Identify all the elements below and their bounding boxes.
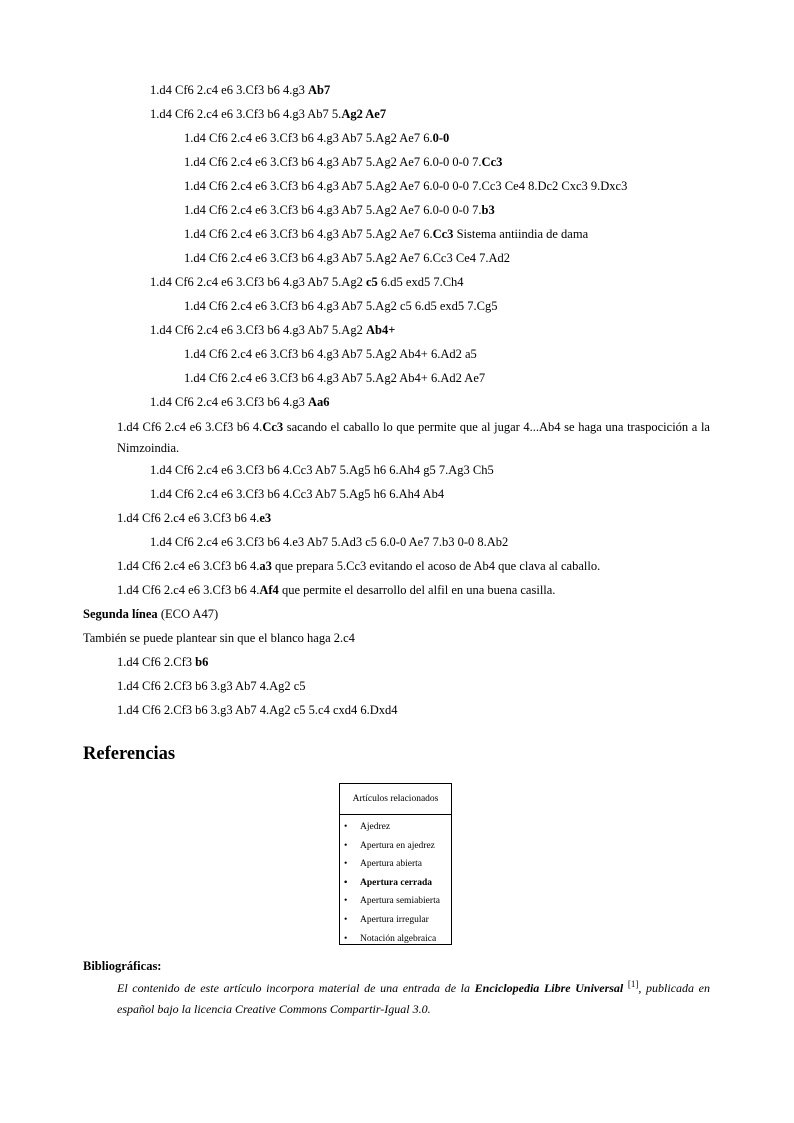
move-line-plain: 1.d4 Cf6 2.c4 e6 3.Cf3 b6 4.g3 Ab7 5. bbox=[150, 107, 342, 121]
related-article-label[interactable]: Ajedrez bbox=[360, 822, 391, 832]
related-article-item[interactable] bbox=[340, 892, 451, 911]
bullet-icon: • bbox=[344, 914, 348, 925]
bibliography-text bbox=[117, 978, 710, 1020]
move-line bbox=[150, 106, 386, 122]
move-line-plain: 1.d4 Cf6 2.c4 e6 3.Cf3 b6 4.g3 Ab7 5.Ag2 Ae7 6.0-0 0-0 7. bbox=[184, 155, 482, 169]
move-line-plain: 1.d4 Cf6 2.c4 e6 3.Cf3 b6 4.g3 Ab7 5.Ag2 bbox=[150, 323, 366, 337]
move-line bbox=[184, 154, 502, 170]
move-line-highlight: e3 bbox=[259, 511, 272, 525]
move-line-plain: 1.d4 Cf6 2.c4 e6 3.Cf3 b6 4. bbox=[117, 511, 260, 525]
related-article-label[interactable]: Apertura semiabierta bbox=[360, 896, 440, 907]
bibliography-post: , publicada en español bajo la licencia Creative Commons Compartir-Igual 3.0. bbox=[117, 981, 710, 1016]
move-line-plain: 1.d4 Cf6 2.c4 e6 3.Cf3 b6 4.g3 bbox=[150, 395, 308, 409]
move-line bbox=[150, 394, 330, 410]
move-line-highlight: Cc3 bbox=[432, 227, 454, 241]
move-line bbox=[184, 346, 477, 362]
move-line bbox=[150, 462, 494, 478]
move-line-rest: (ECO A47) bbox=[157, 607, 219, 621]
encyclopedia-link[interactable]: Enciclopedia Libre Universal bbox=[474, 981, 624, 995]
move-line bbox=[184, 250, 510, 266]
related-article-label[interactable]: Apertura abierta bbox=[360, 859, 422, 870]
related-article-item[interactable] bbox=[340, 837, 451, 856]
move-line bbox=[150, 486, 444, 502]
related-article-item[interactable] bbox=[340, 855, 451, 874]
move-line bbox=[150, 274, 464, 290]
bullet-icon: • bbox=[344, 859, 348, 870]
move-line-highlight: c5 bbox=[365, 275, 378, 289]
move-line bbox=[184, 130, 449, 146]
move-line bbox=[150, 322, 395, 338]
move-line-plain: 1.d4 Cf6 2.c4 e6 3.Cf3 b6 4. bbox=[117, 559, 260, 573]
move-line bbox=[83, 630, 355, 646]
related-articles-box bbox=[339, 783, 452, 945]
move-line bbox=[184, 226, 588, 242]
move-line-highlight: Ab7 bbox=[307, 83, 331, 97]
footnote-ref[interactable]: [1] bbox=[627, 979, 639, 989]
move-line-rest: que prepara 5.Cc3 evitando el acoso de Ab4 que clava al caballo. bbox=[271, 559, 601, 573]
move-line-highlight: 0-0 bbox=[432, 131, 450, 145]
move-line bbox=[117, 678, 306, 694]
move-line-plain: 1.d4 Cf6 2.c4 e6 3.Cf3 b6 4.g3 Ab7 5.Ag2 Ae7 6. bbox=[184, 227, 433, 241]
move-line-highlight: b6 bbox=[195, 655, 209, 669]
move-line bbox=[150, 534, 508, 550]
move-line bbox=[83, 606, 218, 622]
move-line-highlight: Cc3 bbox=[481, 155, 503, 169]
related-articles-title: Artículos relacionados bbox=[340, 784, 451, 815]
move-line bbox=[184, 298, 498, 314]
bullet-icon: • bbox=[344, 896, 348, 907]
related-article-item[interactable] bbox=[340, 911, 451, 930]
move-line-highlight: Ag2 Ae7 bbox=[341, 107, 387, 121]
related-article-item[interactable] bbox=[340, 874, 451, 893]
move-line-rest: 6.d5 exd5 7.Ch4 bbox=[377, 275, 464, 289]
bullet-icon: • bbox=[344, 840, 348, 851]
move-line-plain: 1.d4 Cf6 2.Cf3 b6 3.g3 Ab7 4.Ag2 c5 5.c4 cxd4 6.Dxd4 bbox=[117, 703, 398, 717]
move-line-plain: 1.d4 Cf6 2.c4 e6 3.Cf3 b6 4.g3 Ab7 5.Ag2 Ae7 6.0-0 0-0 7.Cc3 Ce4 8.Dc2 Cxc3 9.Dxc3 bbox=[184, 179, 628, 193]
move-line-plain: También se puede plantear sin que el blanco haga 2.c4 bbox=[83, 631, 355, 645]
move-line-plain: 1.d4 Cf6 2.Cf3 bbox=[117, 655, 196, 669]
move-line-plain: 1.d4 Cf6 2.c4 e6 3.Cf3 b6 4.g3 Ab7 5.Ag2 c5 6.d5 exd5 7.Cg5 bbox=[184, 299, 498, 313]
move-line bbox=[117, 702, 398, 718]
move-line bbox=[150, 82, 330, 98]
move-line bbox=[184, 202, 495, 218]
move-line bbox=[117, 510, 271, 526]
bibliography-heading: Bibliográficas: bbox=[83, 959, 162, 973]
move-line-plain: 1.d4 Cf6 2.c4 e6 3.Cf3 b6 4.g3 bbox=[150, 83, 308, 97]
move-line-highlight: a3 bbox=[259, 559, 272, 573]
move-line-plain: 1.d4 Cf6 2.c4 e6 3.Cf3 b6 4.Cc3 Ab7 5.Ag5 h6 6.Ah4 Ab4 bbox=[150, 487, 445, 501]
move-line-rest: que permite el desarrollo del alfil en una buena casilla. bbox=[278, 583, 556, 597]
related-article-label[interactable]: Apertura en ajedrez bbox=[360, 840, 435, 851]
paragraph-cc3-rest: sacando el caballo lo que permite que al jugar 4...Ab4 se haga una traspocición a la Nimzoindia. bbox=[117, 420, 710, 455]
move-line-plain: 1.d4 Cf6 2.c4 e6 3.Cf3 b6 4.Cc3 Ab7 5.Ag5 h6 6.Ah4 g5 7.Ag3 Ch5 bbox=[150, 463, 494, 477]
related-article-label[interactable]: Apertura irregular bbox=[360, 914, 429, 925]
related-articles-list bbox=[340, 815, 451, 948]
move-line bbox=[117, 582, 555, 598]
references-heading: Referencias bbox=[83, 744, 176, 764]
bibliography-pre: El contenido de este artículo incorpora material de una entrada de la bbox=[117, 981, 475, 995]
move-line-plain: 1.d4 Cf6 2.c4 e6 3.Cf3 b6 4.g3 Ab7 5.Ag2 Ae7 6. bbox=[184, 131, 433, 145]
bullet-icon: • bbox=[344, 933, 348, 944]
move-line bbox=[117, 654, 208, 670]
move-line-highlight: Aa6 bbox=[307, 395, 330, 409]
move-line-rest: Sistema antiindia de dama bbox=[453, 227, 589, 241]
move-line bbox=[117, 558, 600, 574]
move-line bbox=[184, 178, 627, 194]
paragraph-cc3-bold: Cc3 bbox=[262, 420, 284, 434]
move-line-plain: 1.d4 Cf6 2.c4 e6 3.Cf3 b6 4.g3 Ab7 5.Ag2 Ae7 6.0-0 0-0 7. bbox=[184, 203, 482, 217]
related-article-item[interactable] bbox=[340, 818, 451, 837]
move-line-highlight: Af4 bbox=[259, 583, 279, 597]
move-line-plain: 1.d4 Cf6 2.c4 e6 3.Cf3 b6 4.g3 Ab7 5.Ag2 Ab4+ 6.Ad2 Ae7 bbox=[184, 371, 486, 385]
move-line-plain: 1.d4 Cf6 2.c4 e6 3.Cf3 b6 4.g3 Ab7 5.Ag2 bbox=[150, 275, 366, 289]
bullet-icon: • bbox=[344, 822, 348, 832]
move-line-highlight: Segunda línea bbox=[83, 607, 158, 621]
move-line-highlight: b3 bbox=[481, 203, 495, 217]
related-article-label[interactable]: Apertura cerrada bbox=[360, 877, 433, 888]
move-line-plain: 1.d4 Cf6 2.c4 e6 3.Cf3 b6 4.e3 Ab7 5.Ad3 c5 6.0-0 Ae7 7.b3 0-0 8.Ab2 bbox=[150, 535, 509, 549]
bullet-icon: • bbox=[344, 877, 348, 888]
paragraph-cc3 bbox=[117, 417, 710, 459]
move-line-highlight: Ab4+ bbox=[365, 323, 396, 337]
move-line-plain: 1.d4 Cf6 2.c4 e6 3.Cf3 b6 4.g3 Ab7 5.Ag2 Ab4+ 6.Ad2 a5 bbox=[184, 347, 477, 361]
move-line-plain: 1.d4 Cf6 2.c4 e6 3.Cf3 b6 4. bbox=[117, 583, 260, 597]
move-line bbox=[184, 370, 485, 386]
paragraph-cc3-plain: 1.d4 Cf6 2.c4 e6 3.Cf3 b6 4. bbox=[117, 420, 263, 434]
related-article-item[interactable] bbox=[340, 930, 451, 949]
move-line-plain: 1.d4 Cf6 2.Cf3 b6 3.g3 Ab7 4.Ag2 c5 bbox=[117, 679, 306, 693]
move-line-plain: 1.d4 Cf6 2.c4 e6 3.Cf3 b6 4.g3 Ab7 5.Ag2 Ae7 6.Cc3 Ce4 7.Ad2 bbox=[184, 251, 511, 265]
related-article-label[interactable]: Notación algebraica bbox=[360, 933, 437, 944]
